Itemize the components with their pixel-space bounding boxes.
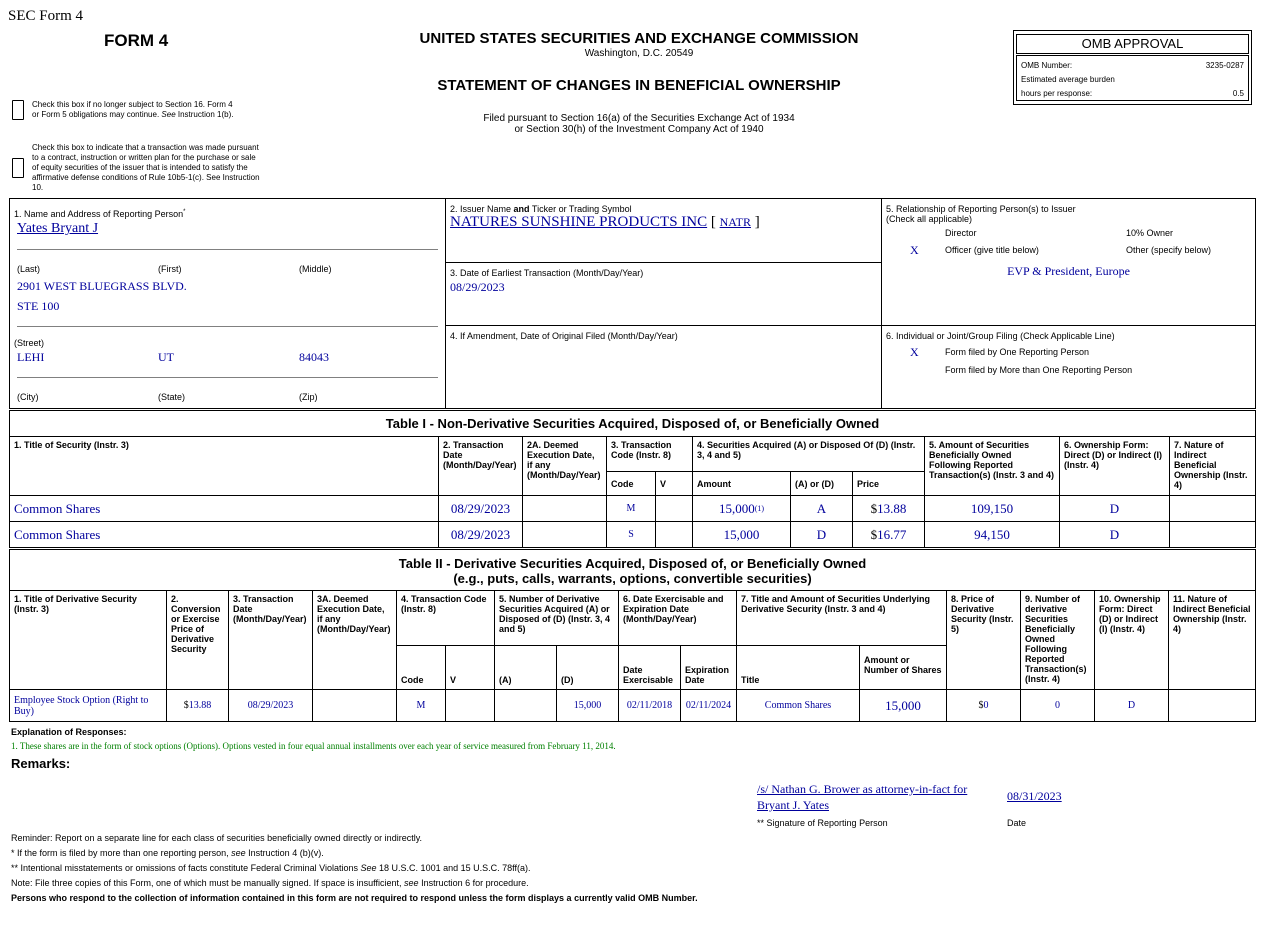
omb-hours-label: hours per response: (1021, 89, 1093, 98)
omb-number-label: OMB Number: (1021, 61, 1073, 70)
filing-more: Form filed by More than One Reporting Person (945, 365, 1133, 375)
t2-r-code: M (396, 689, 446, 722)
issuer-label-a: 2. Issuer Name (450, 204, 512, 214)
t1-r2-date: 08/29/2023 (438, 521, 523, 548)
ticker-bracket-close: ] (754, 214, 760, 230)
relationship-label-2: (Check all applicable) (886, 214, 973, 224)
relationship-box (881, 198, 1256, 326)
table2-title-1: Table II - Derivative Securities Acquired, Disposed of, or Beneficially Owned (398, 556, 867, 571)
note-see: see (404, 878, 419, 888)
issuer-line (450, 214, 760, 231)
t2-h-conversion: 2. Conversion or Exercise Price of Derivative Security (166, 590, 229, 690)
signature-date-link[interactable]: 08/31/2023 (1007, 789, 1062, 803)
t2-h-date: 3. Transaction Date (Month/Day/Year) (228, 590, 313, 690)
t1-r2-nature (1169, 521, 1256, 548)
omb-details (1016, 55, 1249, 101)
t2-r-deemed (312, 689, 397, 722)
earliest-date-label: 3. Date of Earliest Transaction (Month/Day/Year) (450, 268, 644, 278)
t2-h-title: 1. Title of Derivative Security (Instr. 3) (9, 590, 167, 690)
t1-h-acquired: 4. Securities Acquired (A) or Disposed Of (D) (Instr. 3, 4 and 5) (692, 436, 925, 472)
issuer-label-and: and (513, 204, 530, 214)
t1-h-code-sub: Code (606, 471, 656, 496)
t1-r1-v (655, 495, 693, 522)
t1-r2-code: S (606, 521, 656, 548)
t1-h-price: Price (852, 471, 925, 496)
name-divider (17, 249, 438, 250)
t1-h-nature: 7. Nature of Indirect Beneficial Ownership (Instr. 4) (1169, 436, 1256, 496)
t1-r1-price (852, 495, 925, 522)
t2-h-deemed: 3A. Deemed Execution Date, if any (Month/Day/Year) (312, 590, 397, 690)
officer-option: Officer (give title below) (945, 245, 1039, 255)
t1-h-v: V (655, 471, 693, 496)
t2-h-code-sub: Code (396, 645, 446, 690)
t2-h-u-title: Title (736, 645, 860, 690)
city-label: (City) (17, 392, 39, 402)
officer-title: EVP & President, Europe (1007, 264, 1130, 278)
t2-r-u-title: Common Shares (736, 689, 860, 722)
street-line-1: 2901 WEST BLUEGRASS BLVD. (17, 279, 187, 293)
filed-line-2: or Section 30(h) of the Investment Company Act of 1940 (514, 124, 764, 135)
check1-line-c: Instruction 1(b). (177, 110, 234, 119)
t2-r-p-price: 0 (983, 700, 989, 711)
ms-see: See (360, 863, 377, 873)
t2-r-v (445, 689, 495, 722)
t1-r2-deemed (522, 521, 607, 548)
issuer-label (450, 204, 632, 214)
note-a: Note: File three copies of this Form, one of which must be manually signed. If space is insufficient, (11, 878, 402, 888)
t1-h-code: 3. Transaction Code (Instr. 8) (606, 436, 693, 472)
agency-location: Washington, D.C. 20549 (584, 48, 694, 59)
remarks-heading: Remarks: (11, 756, 71, 771)
t2-h-v: V (445, 645, 495, 690)
t1-r1-footnote[interactable]: (1) (754, 504, 765, 513)
middle-label: (Middle) (299, 264, 332, 274)
zip-value: 84043 (299, 350, 329, 364)
t2-h-exercisable: 6. Date Exercisable and Expiration Date (Month/Day/Year) (618, 590, 737, 646)
table2-title (9, 549, 1256, 591)
street-label: (Street) (14, 338, 45, 348)
t2-r-p-dollar: $ (978, 700, 984, 711)
earliest-date-box (445, 262, 882, 326)
note-text (11, 878, 529, 888)
t1-r1-dollar: $ (870, 500, 878, 516)
t2-r-title: Employee Stock Option (Right to Buy) (9, 689, 167, 722)
filed-pursuant (380, 113, 898, 135)
t1-r2-form: D (1059, 521, 1170, 548)
t1-h-owned: 5. Amount of Securities Beneficially Owned Following Reported Transaction(s) (Instr. 3 and 4) (924, 436, 1060, 496)
t2-r-conversion (166, 689, 229, 722)
t1-h-date: 2. Transaction Date (Month/Day/Year) (438, 436, 523, 496)
last-label: (Last) (17, 264, 41, 274)
t1-r1-title: Common Shares (9, 495, 439, 522)
t2-r-expiration: 02/11/2024 (680, 689, 737, 722)
t2-h-code: 4. Transaction Code (Instr. 8) (396, 590, 495, 646)
rp-label-text: 1. Name and Address of Reporting Person (14, 209, 184, 219)
relationship-label-1: 5. Relationship of Reporting Person(s) to Issuer (886, 204, 1076, 214)
t1-r1-owned: 109,150 (924, 495, 1060, 522)
reminder-text: Reminder: Report on a separate line for each class of securities beneficially owned directly or indirectly. (11, 833, 423, 843)
t2-h-expiration: Expiration Date (680, 645, 737, 690)
amendment-box (445, 325, 882, 409)
section16-text (32, 100, 272, 120)
t2-r-price (946, 689, 1021, 722)
street-divider (17, 326, 438, 327)
omb-hours: 0.5 (1232, 89, 1244, 98)
t1-h-amount: Amount (692, 471, 791, 496)
filing-label: 6. Individual or Joint/Group Filing (Check Applicable Line) (886, 331, 1115, 341)
t2-h-u-amount: Amount or Number of Shares (859, 645, 947, 690)
issuer-label-b: Ticker or Trading Symbol (531, 204, 632, 214)
agency-title: UNITED STATES SECURITIES AND EXCHANGE COMMISSION (419, 30, 859, 47)
state-value: UT (158, 350, 174, 364)
t1-r1-nature (1169, 495, 1256, 522)
street-line-2: STE 100 (17, 299, 60, 313)
t1-h-title: 1. Title of Security (Instr. 3) (9, 436, 439, 496)
t2-r-a (494, 689, 557, 722)
ticker-bracket-open: [ (710, 214, 716, 230)
city-divider (17, 377, 438, 378)
t1-r1-ad: A (790, 495, 853, 522)
filing-box (881, 325, 1256, 409)
first-label: (First) (158, 264, 182, 274)
t2-r-nature (1168, 689, 1256, 722)
section16-checkbox[interactable] (12, 100, 24, 120)
reporting-person-box (9, 198, 446, 409)
t2-h-underlying: 7. Title and Amount of Securities Underlying Derivative Security (Instr. 3 and 4) (736, 590, 947, 646)
filing-mark: X (910, 345, 919, 359)
t1-r2-dollar: $ (870, 526, 878, 542)
t2-h-date-exercisable: Date Exercisable (618, 645, 681, 690)
ten-percent-option: 10% Owner (1126, 228, 1174, 238)
omb-notice: Persons who respond to the collection of information contained in this form are not required to respond unless the form displays a currently valid OMB Number. (11, 893, 698, 903)
signature-link[interactable]: /s/ Nathan G. Brower as attorney-in-fact for Bryant J. Yates (757, 782, 968, 812)
t1-r2-amount: 15,000 (692, 521, 791, 548)
reporting-person-name-link[interactable]: Yates Bryant J (17, 221, 99, 236)
signature-label: ** Signature of Reporting Person (757, 818, 888, 828)
multiple-persons-text (11, 848, 324, 858)
form-title: FORM 4 (104, 31, 169, 50)
t1-r1-price-value: 13.88 (877, 500, 907, 516)
mp-a: * If the form is filed by more than one reporting person, (11, 848, 229, 858)
issuer-box (445, 198, 882, 263)
misstatements-text (11, 863, 530, 873)
check1-line-a: Check this box if no longer subject to Section 16. Form 4 (32, 100, 233, 109)
t2-r-u-amount: 15,000 (859, 689, 947, 722)
city-value: LEHI (17, 350, 45, 364)
omb-number: 3235-0287 (1205, 61, 1244, 70)
ms-a: ** Intentional misstatements or omissions of facts constitute Federal Criminal Violations (11, 863, 358, 873)
date-label: Date (1007, 818, 1027, 828)
t1-r1-amount (692, 495, 791, 522)
t1-r2-title: Common Shares (9, 521, 439, 548)
filed-line-1: Filed pursuant to Section 16(a) of the Securities Exchange Act of 1934 (483, 113, 795, 124)
explanation-heading: Explanation of Responses: (11, 727, 127, 737)
t2-r-dollar: $ (183, 700, 189, 711)
sec-form-label: SEC Form 4 (8, 8, 84, 24)
t2-h-a: (A) (494, 645, 557, 690)
check1-line-b: or Form 5 obligations may continue. (32, 110, 160, 119)
t1-r2-price-value: 16.77 (877, 526, 907, 542)
omb-burden-label: Estimated average burden (1021, 75, 1115, 84)
t2-h-d: (D) (556, 645, 619, 690)
t1-r2-v (655, 521, 693, 548)
t2-r-conversion-value: 13.88 (188, 700, 212, 711)
table2-title-2: (e.g., puts, calls, warrants, options, convertible securities) (453, 571, 812, 586)
t1-h-form: 6. Ownership Form: Direct (D) or Indirect (I) (Instr. 4) (1059, 436, 1170, 496)
rule10b5-text: Check this box to indicate that a transaction was made pursuant to a contract, instruction or written plan for the purchase or sale of equity securities of the issuer that is intended to satisfy the affirmative defense conditions of Rule 10b5-1(c). See Instruction 10. (32, 143, 260, 192)
t1-r1-date: 08/29/2023 (438, 495, 523, 522)
director-option: Director (945, 228, 977, 238)
t1-h-deemed: 2A. Deemed Execution Date, if any (Month/Day/Year) (522, 436, 607, 496)
note-b: Instruction 6 for procedure. (421, 878, 529, 888)
ms-b: 18 U.S.C. 1001 and 15 U.S.C. 78ff(a). (379, 863, 531, 873)
filing-one: Form filed by One Reporting Person (945, 347, 1090, 357)
t2-h-price: 8. Price of Derivative Security (Instr. 5) (946, 590, 1021, 690)
mp-b: Instruction 4 (b)(v). (248, 848, 324, 858)
t2-h-nature: 11. Nature of Indirect Beneficial Ownership (Instr. 4) (1168, 590, 1256, 690)
t1-h-ad: (A) or (D) (790, 471, 853, 496)
t2-h-number: 5. Number of Derivative Securities Acquired (A) or Disposed of (D) (Instr. 3, 4 and 5) (494, 590, 619, 646)
other-option: Other (specify below) (1126, 245, 1212, 255)
check1-see: See (161, 110, 176, 119)
t1-r2-owned: 94,150 (924, 521, 1060, 548)
issuer-name-link[interactable]: NATURES SUNSHINE PRODUCTS INC (450, 214, 708, 230)
t1-r2-price (852, 521, 925, 548)
reporting-person-label (14, 207, 185, 219)
omb-title: OMB APPROVAL (1016, 34, 1249, 54)
t2-r-owned: 0 (1020, 689, 1095, 722)
ticker-link[interactable]: NATR (719, 215, 751, 229)
t1-r1-form: D (1059, 495, 1170, 522)
amendment-label: 4. If Amendment, Date of Original Filed (Month/Day/Year) (450, 331, 678, 341)
rp-label-star: * (183, 209, 186, 215)
t1-r1-deemed (522, 495, 607, 522)
officer-mark: X (910, 243, 919, 257)
t1-r2-ad: D (790, 521, 853, 548)
state-label: (State) (158, 392, 186, 402)
rule10b5-checkbox[interactable] (12, 158, 24, 178)
t1-r1-amount-value: 15,000 (718, 500, 755, 516)
t2-h-owned: 9. Number of derivative Securities Beneficially Owned Following Reported Transaction(s) (Instr. 4) (1020, 590, 1095, 690)
t2-r-d: 15,000 (556, 689, 619, 722)
t1-r1-code: M (606, 495, 656, 522)
footnote-1: 1. These shares are in the form of stock options (Options). Options vested in four equal annual installments over each year of service measured from February 11, 2014. (11, 741, 616, 751)
earliest-date-value: 08/29/2023 (450, 280, 505, 294)
table1-title: Table I - Non-Derivative Securities Acquired, Disposed of, or Beneficially Owned (9, 410, 1256, 437)
statement-title: STATEMENT OF CHANGES IN BENEFICIAL OWNERSHIP (437, 77, 841, 94)
t2-r-date: 08/29/2023 (228, 689, 313, 722)
zip-label: (Zip) (299, 392, 318, 402)
mp-see: see (231, 848, 246, 858)
t2-h-form: 10. Ownership Form: Direct (D) or Indirect (I) (Instr. 4) (1094, 590, 1169, 690)
t2-r-form: D (1094, 689, 1169, 722)
t2-r-exercisable: 02/11/2018 (618, 689, 681, 722)
omb-approval-box (1013, 30, 1252, 105)
